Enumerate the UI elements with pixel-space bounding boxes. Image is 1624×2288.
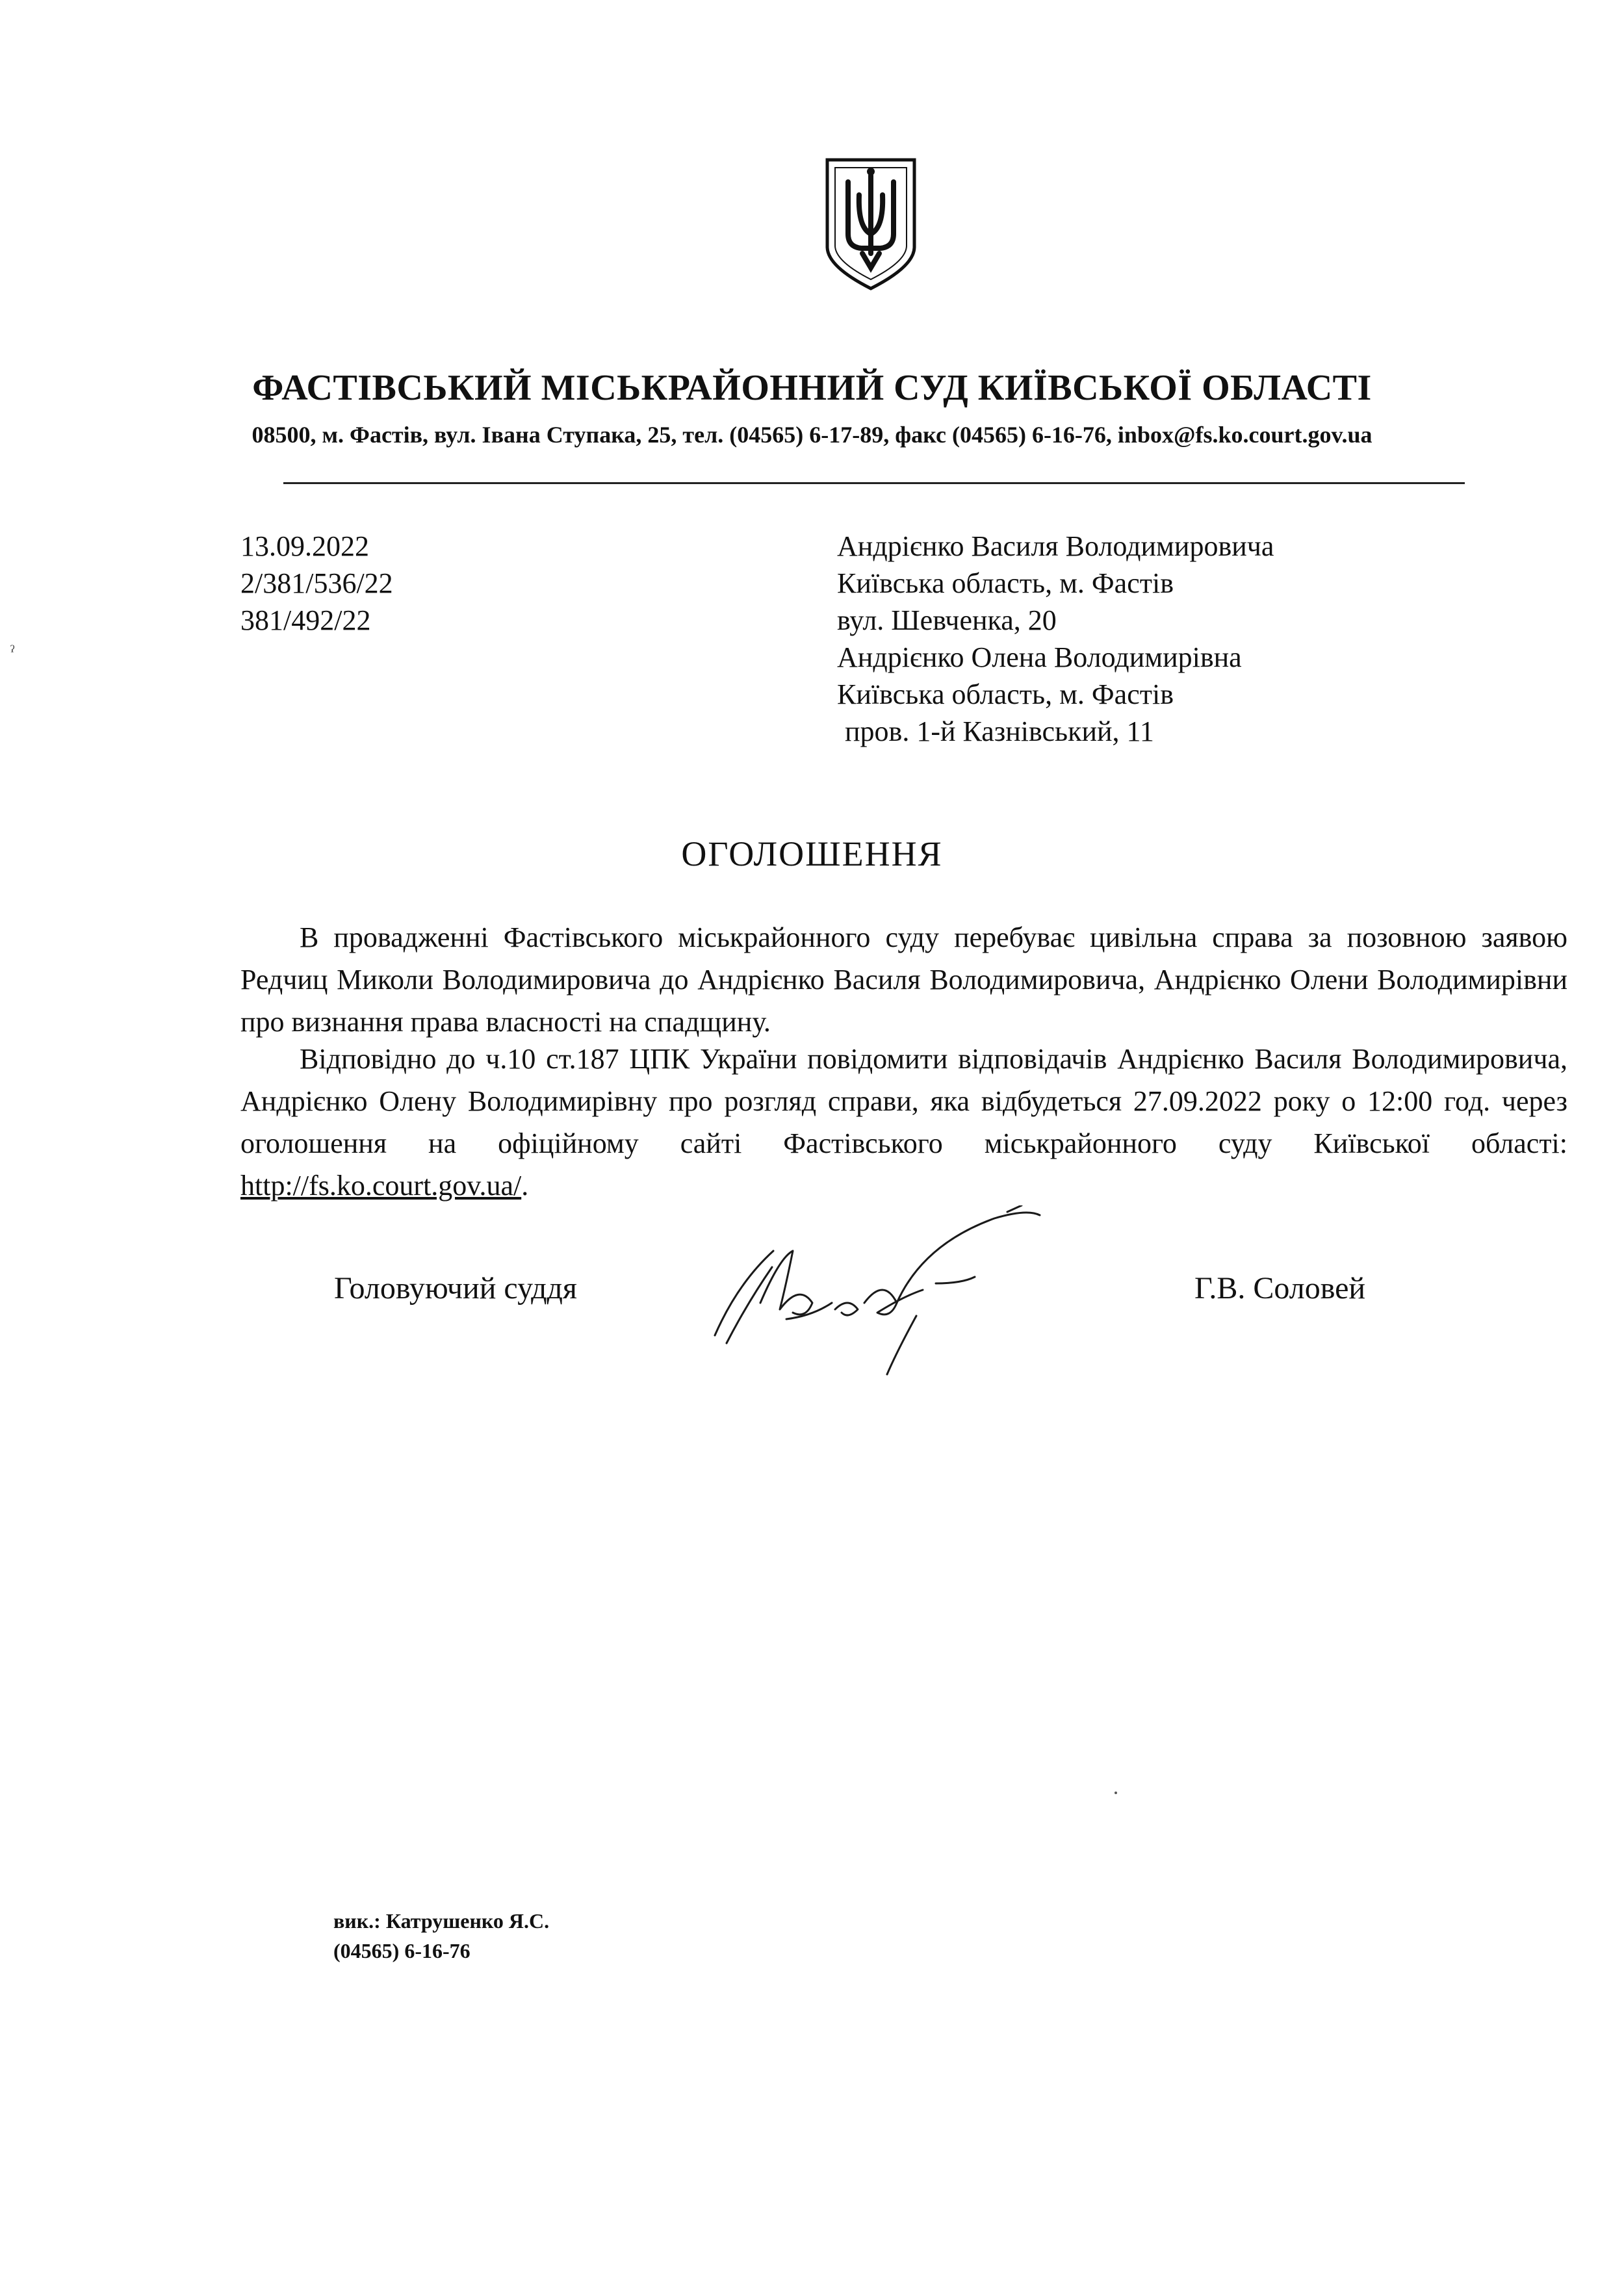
case-number-1: 2/381/536/22: [240, 567, 393, 599]
signer-title: Головуючий суддя: [334, 1271, 577, 1305]
recipient-name: Андрієнко Олена Володимирівна: [837, 641, 1242, 673]
handwritten-signature-icon: [702, 1205, 1066, 1381]
notice-paragraph: [240, 1038, 1567, 1207]
recipient-name: Андрієнко Василя Володимировича: [837, 530, 1274, 562]
document-date: 13.09.2022: [240, 530, 369, 562]
court-name-heading: ФАСТІВСЬКИЙ МІСЬКРАЙОННИЙ СУД КИЇВСЬКОЇ ОБЛАСТІ: [252, 368, 1372, 408]
notice-title: ОГОЛОШЕННЯ: [681, 834, 943, 873]
court-website-link[interactable]: http://fs.ko.court.gov.ua/: [240, 1170, 522, 1202]
executor-label: вик.: Катрушенко Я.С.: [333, 1909, 550, 1933]
court-address: 08500, м. Фастів, вул. Івана Ступака, 25, тел. (04565) 6-17-89, факс (04565) 6-16-76, inbox@fs.ko.court.gov.ua: [251, 422, 1373, 448]
notice-paragraph: В провадженні Фастівського міськрайонного суду перебуває цивільна справа за позовною заявою Редчиц Миколи Володимировича до Андрієнко Василя Володимировича, Андрієнко Олени Володимирівни про визнання права власності на спадщину.: [240, 921, 1567, 1038]
header-divider: [283, 482, 1465, 484]
recipient-region: Київська область, м. Фастів: [837, 678, 1174, 710]
case-number-2: 381/492/22: [240, 604, 371, 636]
recipient-street: пров. 1-й Казнівський, 11: [845, 715, 1154, 747]
link-trailing-period: .: [521, 1170, 529, 1202]
scan-speck: [1115, 1792, 1117, 1794]
notice-paragraph-text: Відповідно до ч.10 ст.187 ЦПК України повідомити відповідачів Андрієнко Василя Володимировича, Андрієнко Олену Володимирівну про розгляд справи, яка відбудеться 27.09.2022 року о 12:00 год. через оголошення на офіційному сайті Фастівського міськрайонного суду Київської області:: [240, 1043, 1567, 1159]
recipient-region: Київська область, м. Фастів: [837, 567, 1174, 599]
scan-tick-mark: ˀ: [10, 642, 15, 661]
recipient-street: вул. Шевченка, 20: [837, 604, 1057, 636]
executor-phone: (04565) 6-16-76: [333, 1939, 470, 1962]
trident-emblem-icon: [822, 156, 920, 292]
signer-name: Г.В. Соловей: [1194, 1271, 1366, 1305]
